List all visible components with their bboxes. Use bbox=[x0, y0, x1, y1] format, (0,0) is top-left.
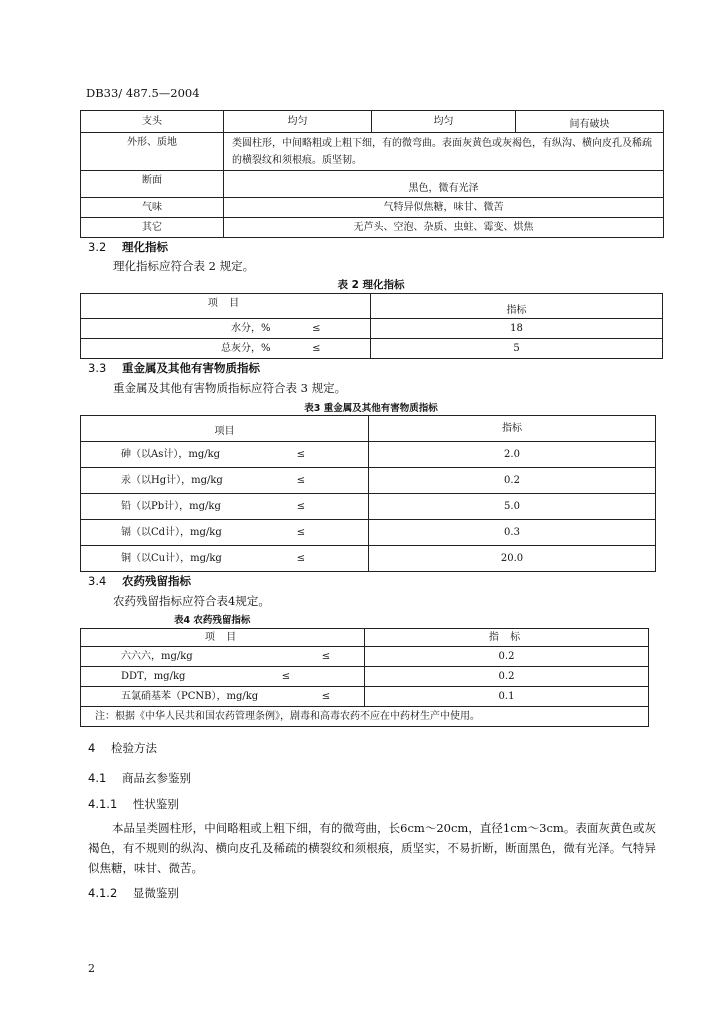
column-header: 项 目 bbox=[81, 629, 365, 647]
table-header-row bbox=[81, 294, 663, 319]
item-label: 总灰分，% bbox=[220, 343, 271, 354]
value-cell: 5.0 bbox=[369, 494, 656, 520]
row-label: 支头 bbox=[81, 111, 224, 133]
item-label: 铅（以Pb计），mg/kg bbox=[121, 501, 221, 512]
value-cell: 18 bbox=[371, 319, 663, 339]
column-header: 指标 bbox=[371, 294, 663, 319]
heavy-metals-table bbox=[80, 415, 656, 572]
value-cell: 0.2 bbox=[365, 667, 649, 687]
table-row bbox=[81, 218, 664, 238]
table-row bbox=[81, 339, 663, 359]
column-header: 指 标 bbox=[365, 629, 649, 647]
cell: 黑色，微有光泽 bbox=[224, 171, 664, 198]
operator: ≤ bbox=[296, 449, 306, 460]
section-heading-4-1-2 bbox=[88, 885, 179, 901]
table-header-row bbox=[81, 416, 656, 442]
operator: ≤ bbox=[296, 501, 306, 512]
item-label: 汞（以Hg计），mg/kg bbox=[121, 475, 223, 486]
section-number: 4.1.1 bbox=[88, 797, 118, 811]
item-cell bbox=[81, 687, 365, 707]
section-heading-3-2 bbox=[88, 239, 168, 255]
table-row bbox=[81, 171, 664, 198]
table-row bbox=[81, 198, 664, 218]
section-title: 商品玄参鉴别 bbox=[121, 771, 191, 785]
section-heading-3-4 bbox=[88, 573, 191, 589]
item-label: DDT，mg/kg bbox=[121, 671, 186, 682]
table-row bbox=[81, 687, 649, 707]
item-label: 铜（以Cu计），mg/kg bbox=[121, 553, 222, 564]
section-intro: 农药残留指标应符合表4规定。 bbox=[113, 594, 270, 608]
cell: 均匀 bbox=[372, 111, 516, 133]
page-number: 2 bbox=[88, 962, 95, 975]
value-cell: 0.2 bbox=[365, 647, 649, 667]
operator: ≤ bbox=[296, 553, 306, 564]
table-row bbox=[81, 494, 656, 520]
table-caption: 表3 重金属及其他有害物质指标 bbox=[304, 403, 438, 414]
section-heading-4-1-1 bbox=[88, 796, 179, 812]
physchem-table bbox=[80, 293, 663, 359]
item-label: 砷（以As计），mg/kg bbox=[121, 449, 221, 460]
table-row bbox=[81, 546, 656, 572]
item-label: 镉（以Cd计），mg/kg bbox=[121, 527, 222, 538]
item-cell bbox=[81, 319, 371, 339]
value-cell: 5 bbox=[371, 339, 663, 359]
table-row bbox=[81, 667, 649, 687]
table-row bbox=[81, 133, 664, 171]
section-title: 显微鉴别 bbox=[132, 886, 179, 900]
table-row bbox=[81, 442, 656, 468]
operator: ≤ bbox=[296, 527, 306, 538]
operator: ≤ bbox=[312, 323, 321, 334]
section-intro: 重金属及其他有害物质指标应符合表 3 规定。 bbox=[113, 381, 347, 395]
cell: 间有破块 bbox=[516, 111, 664, 133]
section-title: 农药残留指标 bbox=[121, 574, 191, 588]
pesticide-table bbox=[80, 628, 649, 727]
item-cell bbox=[81, 647, 365, 667]
cell: 气特异似焦糖，味甘、微苦 bbox=[224, 198, 664, 218]
column-header: 项目 bbox=[81, 416, 369, 442]
cell: 类圆柱形，中间略粗或上粗下细，有的微弯曲。表面灰黄色或灰褐色，有纵沟、横向皮孔及稀疏的横裂纹和须根痕。质坚韧。 bbox=[224, 133, 664, 171]
value-cell: 20.0 bbox=[369, 546, 656, 572]
section-title: 重金属及其他有害物质指标 bbox=[121, 361, 260, 375]
operator: ≤ bbox=[321, 651, 331, 662]
section-heading-3-3 bbox=[88, 360, 260, 376]
body-paragraph: 本品呈类圆柱形，中间略粗或上粗下细，有的微弯曲，长6cm～20cm，直径1cm～3cm。表面灰黄色或灰褐色，有不规则的纵沟、横向皮孔及稀疏的横裂纹和须根痕，质坚实，不易折断，断面黑色，微有光泽。气特异似焦糖，味甘、微苦。 bbox=[88, 821, 656, 875]
item-cell bbox=[81, 494, 369, 520]
table-note-row bbox=[81, 707, 649, 727]
item-cell bbox=[81, 520, 369, 546]
item-cell bbox=[81, 442, 369, 468]
document-code: DB33/ 487.5—2004 bbox=[86, 86, 200, 100]
item-cell bbox=[81, 546, 369, 572]
cell: 无芦头、空泡、杂质、虫蛀、霉变、烘焦 bbox=[224, 218, 664, 238]
table-note: 注：根据《中华人民共和国农药管理条例》，剧毒和高毒农药不应在中药材生产中使用。 bbox=[81, 707, 649, 727]
section-number: 4.1.2 bbox=[88, 886, 118, 900]
table-row bbox=[81, 319, 663, 339]
item-cell bbox=[81, 667, 365, 687]
item-cell bbox=[81, 468, 369, 494]
operator: ≤ bbox=[312, 343, 321, 354]
section-title: 理化指标 bbox=[121, 240, 168, 254]
column-header: 项 目 bbox=[81, 294, 371, 319]
operator: ≤ bbox=[281, 671, 291, 682]
item-cell bbox=[81, 339, 371, 359]
table-caption: 表4 农药残留指标 bbox=[174, 615, 251, 626]
section-heading-4 bbox=[88, 740, 157, 756]
row-label: 其它 bbox=[81, 218, 224, 238]
item-label: 水分，% bbox=[230, 323, 271, 334]
section-title: 检验方法 bbox=[110, 741, 157, 755]
value-cell: 0.3 bbox=[369, 520, 656, 546]
section-number: 4 bbox=[88, 741, 96, 755]
cell: 均匀 bbox=[224, 111, 372, 133]
row-label: 气味 bbox=[81, 198, 224, 218]
value-cell: 0.2 bbox=[369, 468, 656, 494]
section-heading-4-1 bbox=[88, 770, 191, 786]
table-caption: 表 2 理化指标 bbox=[337, 279, 405, 291]
section-number: 3.3 bbox=[88, 361, 107, 375]
table-row bbox=[81, 520, 656, 546]
value-cell: 2.0 bbox=[369, 442, 656, 468]
column-header: 指标 bbox=[369, 416, 656, 442]
section-number: 3.2 bbox=[88, 240, 107, 254]
grade-table bbox=[80, 110, 664, 238]
row-label: 外形、质地 bbox=[81, 133, 224, 171]
item-label: 五氯硝基苯（PCNB），mg/kg bbox=[121, 691, 259, 702]
table-row bbox=[81, 468, 656, 494]
section-intro: 理化指标应符合表 2 规定。 bbox=[113, 259, 255, 273]
table-row bbox=[81, 111, 664, 133]
operator: ≤ bbox=[296, 475, 306, 486]
section-title: 性状鉴别 bbox=[132, 797, 179, 811]
value-cell: 0.1 bbox=[365, 687, 649, 707]
table-header-row bbox=[81, 629, 649, 647]
section-number: 3.4 bbox=[88, 574, 107, 588]
table-row bbox=[81, 647, 649, 667]
row-label: 断面 bbox=[81, 171, 224, 198]
operator: ≤ bbox=[321, 691, 331, 702]
section-number: 4.1 bbox=[88, 771, 107, 785]
item-label: 六六六，mg/kg bbox=[121, 651, 193, 662]
